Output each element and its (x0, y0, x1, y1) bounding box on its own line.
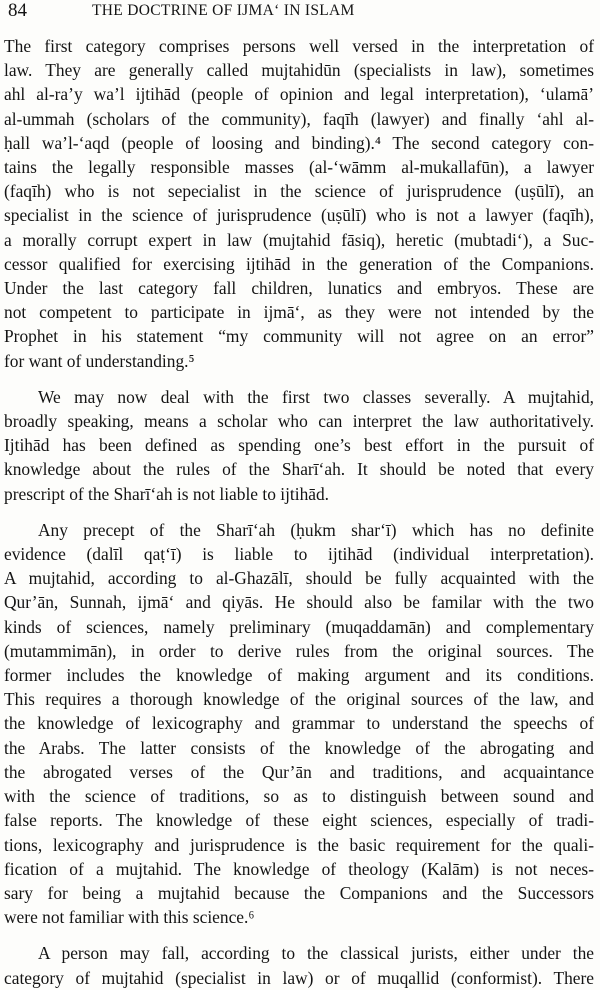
text-line: were not familiar with this science.⁶ (4, 907, 255, 928)
paragraph-gap (4, 929, 594, 941)
text-line: Ijtihād has been defined as spending one’s best effort in the pursuit of (4, 435, 594, 456)
paragraph-2 (4, 385, 594, 506)
text-line: tains the legally responsible masses (al-‘wāmm al-mukallafūn), a lawyer (4, 157, 594, 178)
text-line: ḥall wa’l-‘aqd (people of loosing and binding).⁴ The second category con- (4, 132, 594, 153)
text-line: A person may fall, according to the classical jurists, either under the (38, 943, 594, 964)
text-line: law. They are generally called mujtahidūn (specialists in law), sometimes (4, 60, 594, 81)
running-head: THE DOCTRINE OF IJMA‘ IN ISLAM (92, 2, 355, 19)
text-line: a morally corrupt expert in law (mujtahid fāsiq), heretic (mubtadi‘), a Suc- (4, 229, 594, 250)
text-line: knowledge about the rules of the Sharī‘ah. It should be noted that every (4, 459, 594, 480)
text-line: false reports. The knowledge of these eight sciences, especially of tradi- (4, 810, 594, 831)
text-line: evidence (dalīl qaṭ‘ī) is liable to ijtihād (individual interpretation). (4, 544, 594, 565)
text-line: al-ummah (scholars of the community), faqīh (lawyer) and finally ‘ahl al- (4, 108, 594, 129)
text-line: kinds of sciences, namely preliminary (muqaddamān) and complementary (4, 616, 594, 637)
text-line: former includes the knowledge of making argument and its conditions. (4, 665, 594, 686)
text-line: the Arabs. The latter consists of the knowledge of the abrogating and (4, 737, 594, 758)
paragraph-gap (4, 506, 594, 518)
text-line: (faqīh) who is not sepecialist in the science of jurisprudence (uṣūlī), an (4, 181, 594, 202)
text-line: (mutammimān), in order to derive rules from the original sources. The (4, 640, 594, 661)
text-line: Qur’ān, Sunnah, ijmā‘ and qiyās. He should also be familar with the two (4, 592, 594, 613)
text-line: specialist in the science of jurisprudence (uṣūlī) who is not a lawyer (faqīh), (4, 205, 594, 226)
paragraph-1 (4, 34, 594, 373)
page-header (4, 0, 594, 34)
text-line: sary for being a mujtahid because the Companions and the Successors (4, 882, 594, 903)
text-line: Any precept of the Sharī‘ah (ḥukm shar‘ī) which has no definite (38, 519, 594, 540)
text-line: prescript of the Sharī‘ah is not liable to ijtihād. (4, 483, 330, 504)
page-number: 84 (8, 0, 27, 21)
text-line: category of mujtahid (specialist in law) or of muqallid (conformist). There (4, 967, 594, 988)
text-line: the abrogated verses of the Qur’ān and traditions, and acquaintance (4, 761, 594, 782)
text-line: ahl al-ra’y wa’l ijtihād (people of opinion and legal interpretation), ‘ulamā’ (4, 84, 594, 105)
text-line: Under the last category fall children, lunatics and embryos. These are (4, 278, 594, 299)
text-line: not competent to participate in ijmā‘, as they were not intended by the (4, 302, 594, 323)
text-line: This requires a thorough knowledge of the original sources of the law, and (4, 689, 594, 710)
text-line: We may now deal with the first two classes severally. A mujtahid, (38, 386, 594, 407)
text-line: for want of understanding.⁵ (4, 350, 195, 371)
text-line: A mujtahid, according to al-Ghazālī, should be fully acquainted with the (4, 568, 594, 589)
text-line: The first category comprises persons well versed in the interpretation of (4, 36, 594, 56)
text-line: cessor qualified for exercising ijtihād in the generation of the Companions. (4, 253, 594, 274)
text-line: fication of a mujtahid. The knowledge of theology (Kalām) is not neces- (4, 858, 594, 879)
paragraph-4 (4, 941, 594, 989)
text-line: tions, lexicography and jurisprudence is the basic requirement for the quali- (4, 834, 594, 855)
text-line: the knowledge of lexicography and grammar to understand the speechs of (4, 713, 594, 734)
paragraph-3 (4, 518, 594, 929)
paragraph-gap (4, 373, 594, 385)
text-line: with the science of traditions, so as to distinguish between sound and (4, 786, 594, 807)
text-line: Prophet in his statement “my community will not agree on an error” (4, 326, 594, 347)
text-line: broadly speaking, means a scholar who can interpret the law authoritatively. (4, 411, 594, 432)
